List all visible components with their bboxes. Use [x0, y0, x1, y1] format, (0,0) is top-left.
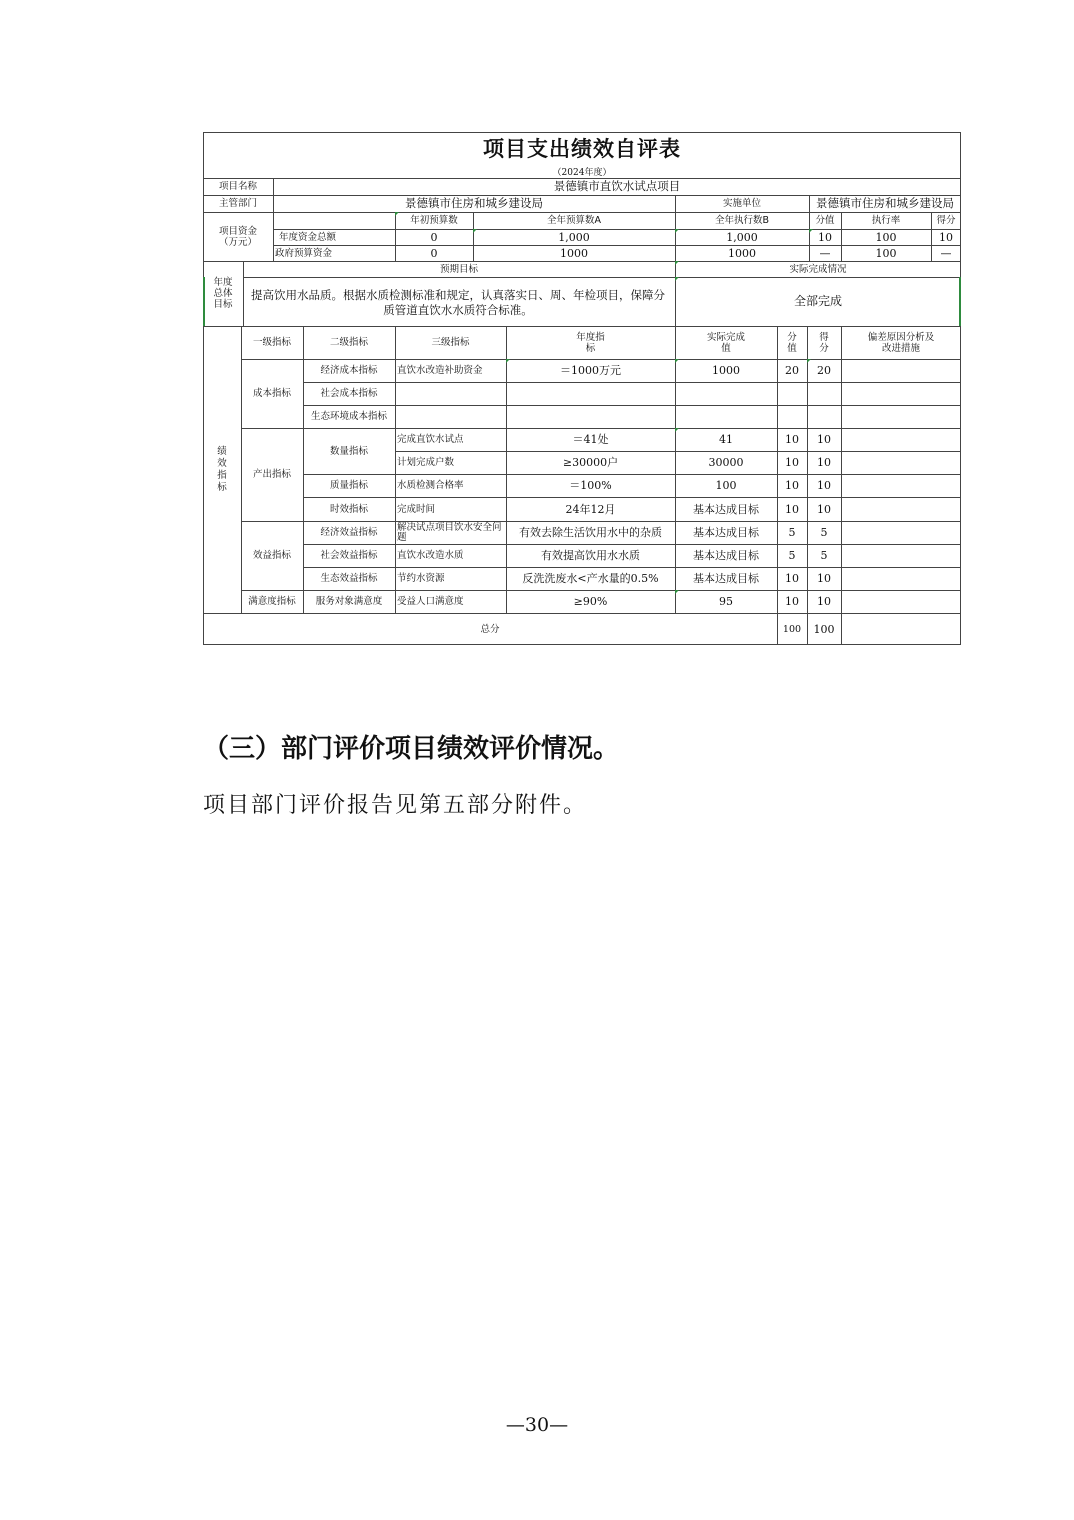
dept-value: 景德镇市住房和城乡建设局	[405, 196, 543, 210]
perf-header-actual: 实际完成值	[706, 331, 745, 354]
goal-expected-label: 预期目标	[439, 263, 478, 275]
row-7-target: 有效去除生活饮用水中的杂质	[519, 526, 662, 539]
funds-total-budget: 1,000	[558, 230, 590, 244]
level1-benefit: 效益指标	[252, 550, 291, 561]
funds-header-3: 分值	[815, 215, 835, 226]
perf-header-l3: 三级指标	[431, 337, 470, 348]
row-10-actual: 95	[719, 595, 733, 608]
row-3-actual: 41	[719, 433, 733, 446]
row-5-score: 10	[785, 479, 799, 492]
table-title: 项目支出绩效自评表	[483, 136, 681, 161]
funds-header-2: 全年执行数B	[714, 215, 770, 226]
row-6-l3: 完成时间	[397, 503, 436, 515]
row-7-l3: 解决试点项目饮水安全问题	[397, 521, 502, 543]
funds-gov-initial: 0	[430, 246, 438, 260]
level2-5: 时效指标	[329, 503, 368, 515]
perf-header-l2: 二级指标	[329, 337, 368, 348]
level2-1: 社会成本指标	[320, 388, 378, 399]
row-7-score: 5	[788, 526, 796, 539]
perf-header-reason: 偏差原因分析及改进措施	[867, 331, 935, 354]
performance-table	[203, 132, 961, 645]
row-3-score: 10	[785, 433, 799, 446]
page-number: —30—	[505, 1414, 569, 1436]
row-0-l3: 直饮水改造补助资金	[397, 365, 483, 376]
funds-total-rate: 100	[875, 230, 897, 244]
total-score: 100	[782, 623, 802, 635]
funds-header-4: 执行率	[871, 215, 901, 226]
level2-7: 社会效益指标	[320, 550, 378, 561]
row-6-actual: 基本达成目标	[693, 502, 759, 516]
perf-header-target: 年度指标	[576, 331, 605, 354]
level2-9: 服务对象满意度	[315, 596, 383, 607]
funds-gov-label: 政府预算资金	[275, 247, 333, 259]
level1-cost: 成本指标	[252, 388, 291, 399]
row-5-l3: 水质检测合格率	[397, 480, 464, 491]
goal-label: 年度总体目标	[213, 277, 233, 310]
goal-actual: 全部完成	[793, 294, 842, 308]
row-9-actual: 基本达成目标	[693, 572, 759, 585]
total-label: 总分	[480, 623, 500, 635]
funds-gov-budget: 1000	[560, 246, 588, 260]
funds-gov-executed: 1000	[728, 246, 756, 260]
table-year: （2024年度）	[552, 167, 612, 178]
funds-gov-weight: —	[819, 246, 831, 260]
row-9-target: 反洗洗废水<产水量的0.5%	[522, 572, 659, 585]
funds-gov-score: —	[940, 246, 952, 260]
goal-expected: 提高饮用水品质。根据水质检测标准和规定，认真落实日、周、年检项目，保障分质管道直饮水水质符合标准。	[251, 288, 665, 317]
impl-value: 景德镇市住房和城乡建设局	[816, 196, 954, 210]
funds-total-weight: 10	[818, 230, 832, 244]
row-6-got: 10	[817, 502, 831, 516]
row-9-l3: 节约水资源	[397, 573, 445, 584]
funds-total-executed: 1,000	[726, 230, 758, 244]
row-8-actual: 基本达成目标	[693, 549, 759, 562]
row-8-got: 5	[820, 549, 828, 562]
project-name: 景德镇市直饮水试点项目	[553, 179, 681, 193]
row-3-target: ＝41处	[572, 433, 609, 446]
row-8-target: 有效提高饮用水水质	[541, 549, 640, 562]
goal-actual-label: 实际完成情况	[789, 263, 847, 275]
row-4-got: 10	[817, 456, 831, 469]
impl-label: 实施单位	[722, 198, 761, 209]
row-7-actual: 基本达成目标	[693, 526, 759, 539]
funds-total-score: 10	[939, 230, 953, 244]
row-0-actual: 1000	[712, 364, 740, 377]
funds-header-1: 全年预算数A	[547, 215, 601, 226]
row-4-actual: 30000	[708, 456, 744, 469]
section-heading: （三）部门评价项目绩效评价情况。	[203, 734, 620, 764]
level2-4: 质量指标	[329, 480, 368, 491]
row-9-got: 10	[817, 572, 831, 585]
row-6-score: 10	[785, 502, 799, 516]
funds-header-0: 年初预算数	[410, 215, 458, 226]
funds-label: 项目资金（万元）	[218, 225, 257, 248]
row-3-l3: 完成直饮水试点	[397, 434, 464, 445]
dept-label: 主管部门	[218, 198, 257, 209]
row-5-got: 10	[817, 479, 831, 492]
row-10-target: ≥90%	[573, 595, 608, 608]
row-4-l3: 计划完成户数	[397, 457, 455, 468]
section-paragraph: 项目部门评价报告见第五部分附件。	[203, 793, 588, 818]
perf-header-got: 得分	[819, 331, 829, 354]
level2-0: 经济成本指标	[320, 365, 378, 376]
row-5-actual: 100	[715, 479, 737, 492]
row-4-target: ≥30000户	[562, 456, 619, 469]
total-got: 100	[813, 622, 835, 636]
row-0-score: 20	[785, 364, 799, 377]
perf-header-score: 分值	[787, 331, 797, 354]
funds-header-5: 得分	[936, 215, 956, 226]
project-name-label: 项目名称	[218, 181, 257, 192]
level1-satisfaction: 满意度指标	[248, 596, 296, 607]
level2-6: 经济效益指标	[320, 527, 378, 538]
perf-label: 绩效指标	[217, 445, 227, 493]
row-9-score: 10	[785, 572, 799, 585]
row-4-score: 10	[785, 456, 799, 469]
funds-gov-rate: 100	[875, 246, 897, 260]
level1-output: 产出指标	[252, 469, 291, 480]
level2-8: 生态效益指标	[320, 573, 378, 584]
row-5-target: ＝100%	[569, 479, 612, 492]
row-0-got: 20	[817, 364, 831, 377]
row-7-got: 5	[820, 526, 828, 539]
perf-header-l1: 一级指标	[252, 337, 291, 348]
row-8-l3: 直饮水改造水质	[397, 550, 464, 561]
row-6-target: 24年12月	[565, 502, 616, 516]
row-10-got: 10	[817, 595, 831, 608]
row-10-l3: 受益人口满意度	[397, 596, 464, 607]
level2-3: 数量指标	[329, 445, 368, 457]
funds-total-label: 年度资金总额	[279, 231, 337, 243]
row-3-got: 10	[817, 433, 831, 446]
funds-total-initial: 0	[430, 230, 438, 244]
level2-2: 生态环境成本指标	[310, 411, 387, 422]
row-0-target: ＝1000万元	[560, 364, 621, 377]
row-10-score: 10	[785, 595, 799, 608]
row-8-score: 5	[788, 549, 796, 562]
